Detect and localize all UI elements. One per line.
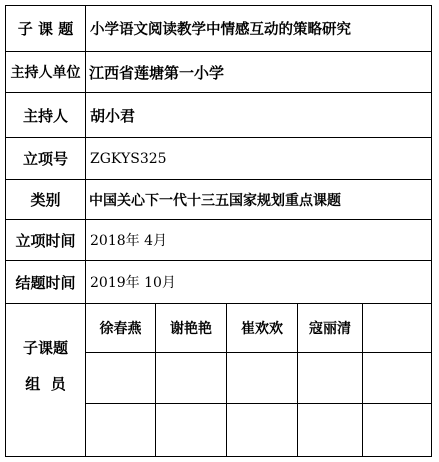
member-name: 徐春燕 xyxy=(99,321,142,337)
approval-date-label: 立项时间 xyxy=(15,231,76,250)
completion-date-value: 2019年 10月 xyxy=(90,275,176,291)
member-grid-divider xyxy=(85,352,432,353)
member-grid-divider xyxy=(85,403,432,404)
completion-date-label: 结题时间 xyxy=(15,273,76,292)
project-number-value: ZGKYS325 xyxy=(90,150,167,167)
member-name: 崔欢欢 xyxy=(241,321,283,337)
member-column-divider xyxy=(362,303,363,457)
table-border-right xyxy=(431,5,432,457)
members-label-line2: 组 员 xyxy=(25,374,66,393)
host-person-label: 主持人 xyxy=(22,106,68,125)
subproject-title-label: 子 课 题 xyxy=(17,20,74,38)
member-name: 寇丽清 xyxy=(309,321,351,337)
host-unit-label: 主持人单位 xyxy=(10,65,81,81)
project-number-label: 立项号 xyxy=(22,150,68,168)
member-name: 谢艳艳 xyxy=(170,321,212,337)
approval-date-value: 2018年 4月 xyxy=(90,233,167,249)
host-person-value: 胡小君 xyxy=(90,106,136,125)
members-label-line1: 子课题 xyxy=(22,338,68,357)
category-value: 中国关心下一代十三五国家规划重点课题 xyxy=(89,192,341,209)
category-label: 类别 xyxy=(30,191,61,209)
host-unit-value: 江西省莲塘第一小学 xyxy=(89,63,225,82)
subproject-title-value: 小学语文阅读教学中情感互动的策略研究 xyxy=(90,22,351,38)
label-column-divider xyxy=(85,5,86,457)
table-border-bottom xyxy=(5,456,432,457)
